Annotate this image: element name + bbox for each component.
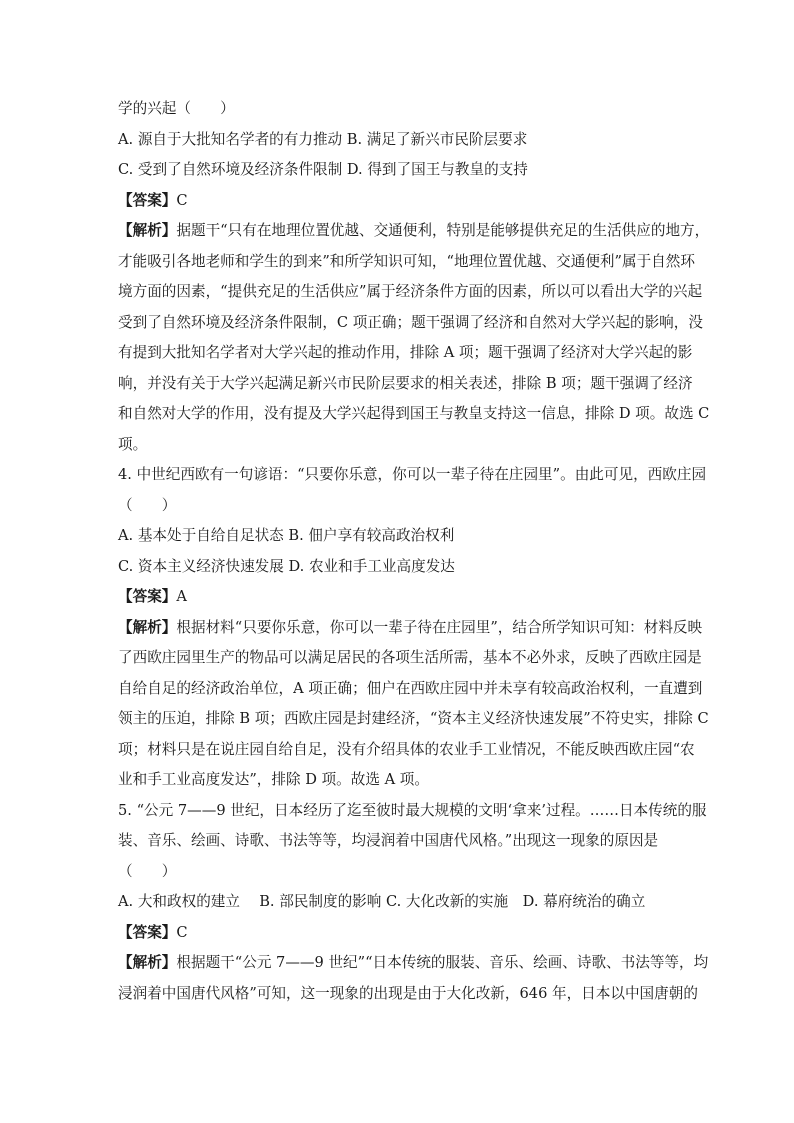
question-stem-continuation	[118, 98, 688, 129]
option-row	[118, 159, 688, 190]
analysis-line	[118, 769, 688, 800]
option-row	[118, 525, 688, 556]
line-text: A. 源自于大批知名学者的有力推动 B. 满足了新兴市民阶层要求	[118, 130, 528, 148]
line-text: 和自然对大学的作用，没有提及大学兴起得到国王与教皇支持这一信息，排除 D 项。故选 C	[118, 405, 710, 422]
question-stem	[118, 830, 688, 861]
line-text: 业和手工业高度发达”，排除 D 项。故选 A 项。	[118, 771, 429, 788]
analysis-line	[118, 373, 693, 404]
analysis-label: 【解析】	[118, 222, 177, 239]
analysis-line	[118, 403, 710, 434]
line-text: 响，并没有关于大学兴起满足新兴市民阶层要求的相关表述，排除 B 项；题干强调了经济	[118, 374, 693, 392]
question-stem	[118, 495, 688, 526]
answer-label: 【答案】	[118, 191, 177, 209]
answer-label: 【答案】	[118, 923, 177, 941]
analysis-line	[118, 952, 709, 983]
answer-line	[118, 190, 688, 221]
line-text: C. 资本主义经济快速发展 D. 农业和手工业高度发达	[118, 557, 455, 575]
line-text: 才能吸引各地老师和学生的到来”和所学知识可知，“地理位置优越、交通便利”属于自然环	[118, 252, 695, 270]
question-stem	[118, 800, 707, 831]
analysis-line	[118, 678, 703, 709]
question-stem	[118, 861, 688, 892]
document-page	[118, 98, 710, 1013]
line-text: 学的兴起（ ）	[118, 100, 235, 117]
analysis-label: 【解析】	[118, 618, 177, 636]
line-text: 受到了自然环境及经济条件限制，C 项正确；题干强调了经济和自然对大学兴起的影响，没	[118, 313, 703, 331]
question-stem	[118, 464, 707, 495]
answer-value: C	[176, 191, 188, 209]
option-row	[118, 891, 688, 922]
answer-value: A	[176, 588, 187, 605]
answer-label: 【答案】	[118, 588, 177, 605]
line-text: 4. 中世纪西欧有一句谚语：“只要你乐意，你可以一辈子待在庄园里”。由此可见，西欧庄园	[118, 466, 707, 483]
line-text: （ ）	[118, 862, 177, 880]
analysis-line	[118, 312, 703, 343]
line-text: 根据题干“公元 7——9 世纪”“日本传统的服装、音乐、绘画、诗歌、书法等等，均	[176, 954, 709, 971]
answer-line	[118, 586, 688, 617]
line-text: 据题干“只有在地理位置优越、交通便利，特别是能够提供充足的生活供应的地方，	[176, 222, 710, 239]
analysis-line	[118, 434, 688, 465]
line-text: （ ）	[118, 496, 177, 514]
line-text: 装、音乐、绘画、诗歌、书法等等，均浸润着中国唐代风格。”出现这一现象的原因是	[118, 832, 659, 849]
analysis-line	[118, 220, 710, 251]
line-text: 境方面的因素，“提供充足的生活供应”属于经济条件方面的因素，所以可以看出大学的兴起	[118, 283, 703, 300]
analysis-label: 【解析】	[118, 954, 177, 971]
line-text: 根据材料“只要你乐意，你可以一辈子待在庄园里”，结合所学知识可知：材料反映	[176, 618, 703, 636]
line-text: 5. “公元 7——9 世纪，日本经历了迄至彼时最大规模的文明‘拿来’过程。……日本传统的服	[118, 801, 707, 819]
line-text: C. 受到了自然环境及经济条件限制 D. 得到了国王与教皇的支持	[118, 161, 528, 178]
option-row	[118, 556, 688, 587]
answer-value: C	[176, 923, 188, 941]
analysis-line	[118, 983, 698, 1014]
analysis-line	[118, 342, 693, 373]
line-text: 领主的压迫，排除 B 项；西欧庄园是封建经济，“资本主义经济快速发展”不符史实，排除 C	[118, 710, 709, 727]
analysis-line	[118, 617, 703, 648]
analysis-line	[118, 251, 695, 282]
option-row	[118, 129, 688, 160]
analysis-line	[118, 647, 702, 678]
line-text: 了西欧庄园里生产的物品可以满足居民的各项生活所需，基本不必外求，反映了西欧庄园是	[118, 649, 702, 666]
line-text: 有提到大批知名学者对大学兴起的推动作用，排除 A 项；题干强调了经济对大学兴起的影	[118, 344, 693, 361]
analysis-line	[118, 708, 709, 739]
analysis-line	[118, 281, 703, 312]
answer-line	[118, 922, 688, 953]
analysis-line	[118, 739, 695, 770]
line-text: A. 大和政权的建立 B. 部民制度的影响 C. 大化改新的实施 D. 幕府统治的确立	[118, 893, 646, 910]
line-text: 自给自足的经济政治单位，A 项正确；佃户在西欧庄园中并未享有较高政治权利，一直遭到	[118, 679, 703, 697]
line-text: 项。	[118, 435, 148, 453]
line-text: A. 基本处于自给自足状态 B. 佃户享有较高政治权利	[118, 527, 455, 544]
line-text: 项；材料只是在说庄园自给自足，没有介绍具体的农业手工业情况，不能反映西欧庄园“农	[118, 740, 695, 758]
line-text: 浸润着中国唐代风格”可知，这一现象的出现是由于大化改新，646 年，日本以中国唐朝的	[118, 984, 698, 1002]
